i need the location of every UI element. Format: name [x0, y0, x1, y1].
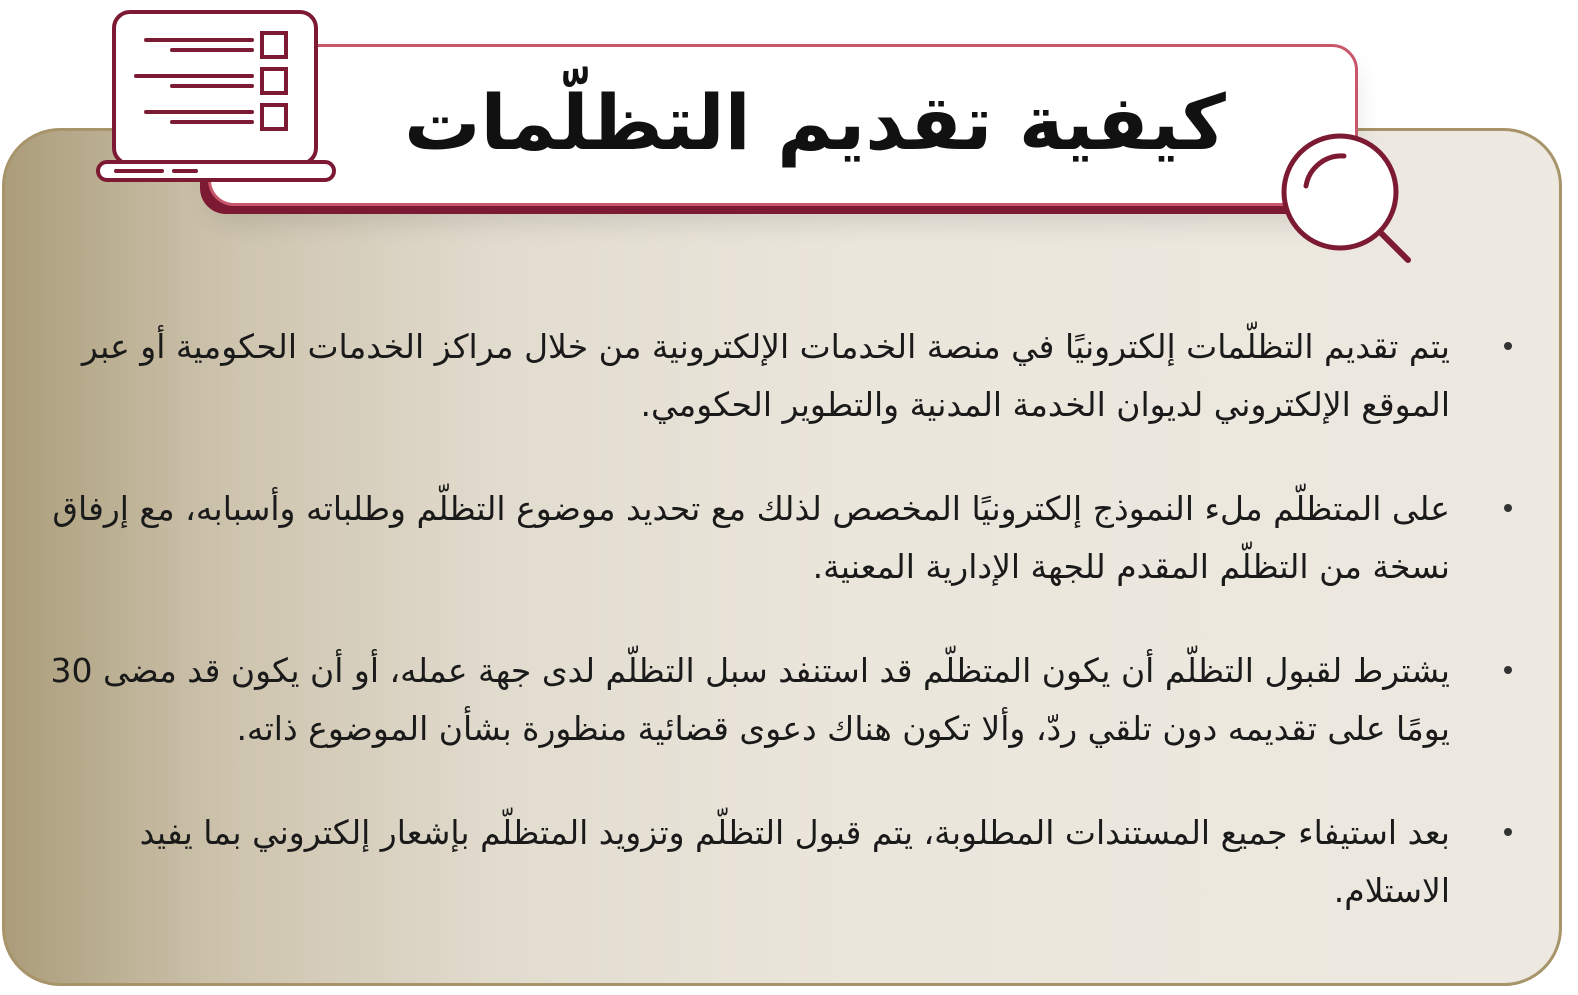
bullet-dot-icon	[1504, 342, 1512, 350]
bullet-text: يتم تقديم التظلّمات إلكترونيًا في منصة الخدمات الإلكترونية من خلال مراكز الخدمات الحكومية أو عبر الموقع الإلكتروني لديوان الخدمة المدنية والتطوير الحكومي.	[81, 327, 1450, 424]
bullet-dot-icon	[1504, 666, 1512, 674]
bullet-dot-icon	[1504, 828, 1512, 836]
laptop-checklist-icon	[92, 4, 340, 188]
list-item	[30, 480, 1550, 596]
bullet-list	[30, 318, 1550, 966]
page-title: كيفية تقديم التظلّمات	[404, 78, 1226, 167]
bullet-text: على المتظلّم ملء النموذج إلكترونيًا المخصص لذلك مع تحديد موضوع التظلّم وطلباته وأسبابه، مع إرفاق نسخة من التظلّم المقدم للجهة الإدارية المعنية.	[52, 489, 1450, 586]
bullet-text: بعد استيفاء جميع المستندات المطلوبة، يتم قبول التظلّم وتزويد المتظلّم بإشعار إلكتروني بما يفيد الاستلام.	[139, 813, 1450, 910]
list-item	[30, 318, 1550, 434]
bullet-dot-icon	[1504, 504, 1512, 512]
magnifier-icon	[1278, 130, 1420, 272]
bullet-text: يشترط لقبول التظلّم أن يكون المتظلّم قد استنفد سبل التظلّم لدى جهة عمله، أو أن يكون قد مضى 30 يومًا على تقديمه دون تلقي ردّ، وألا تكون هناك دعوى قضائية منظورة بشأن الموضوع ذاته.	[50, 651, 1450, 748]
list-item	[30, 642, 1550, 758]
list-item	[30, 804, 1550, 920]
